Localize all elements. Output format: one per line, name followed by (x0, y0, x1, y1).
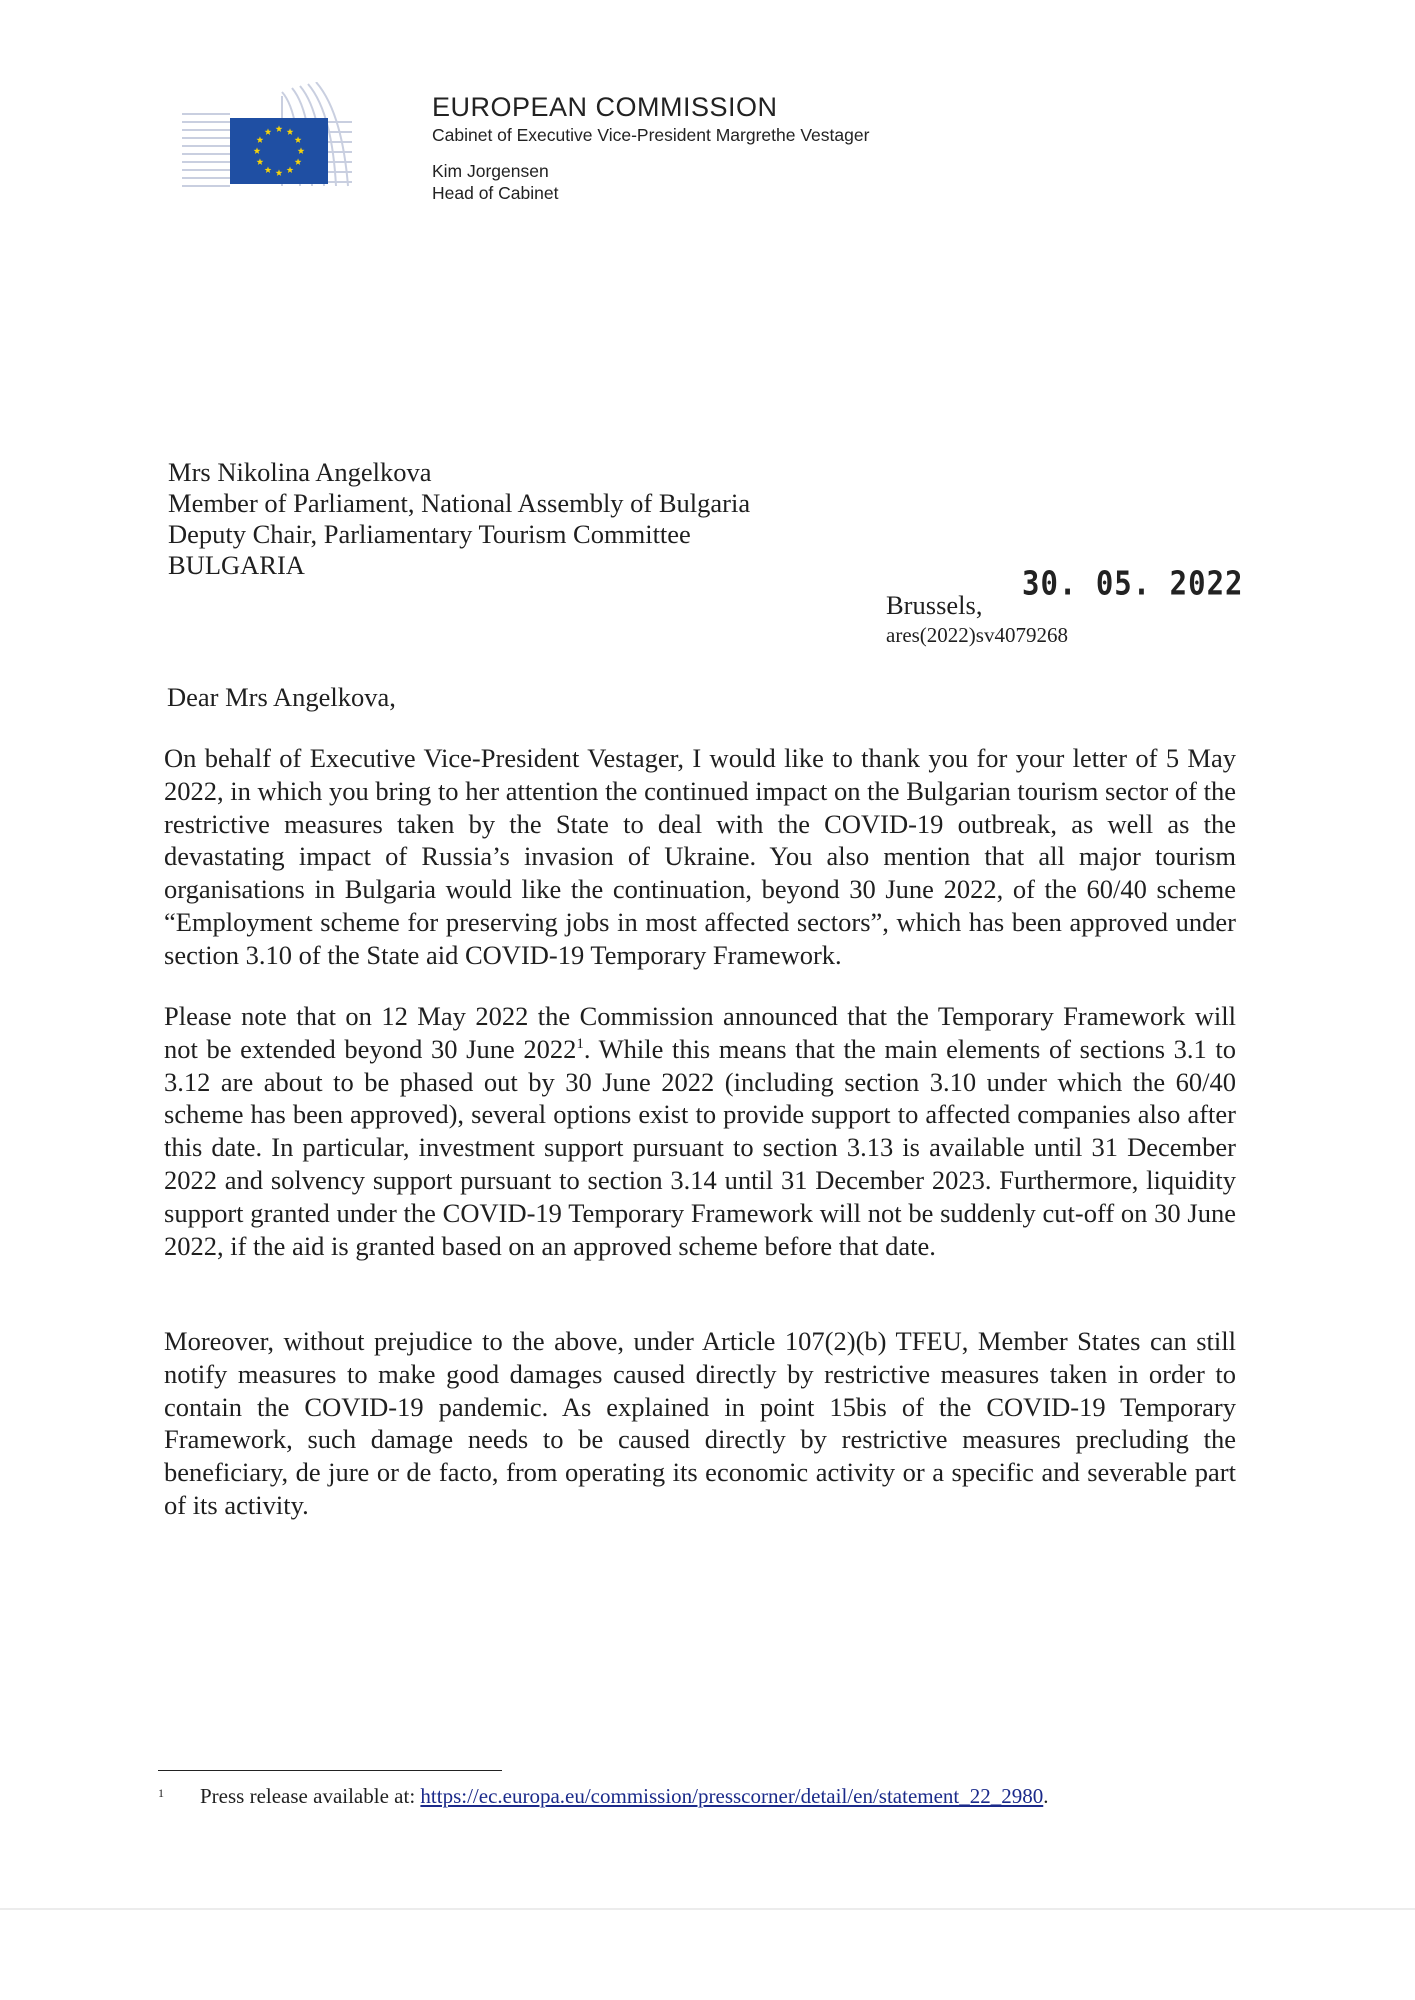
footnote-reference[interactable]: 1 (576, 1035, 584, 1052)
organization-header (432, 92, 869, 204)
european-commission-logo (182, 82, 352, 192)
footnote-divider (158, 1770, 502, 1771)
footnote (158, 1784, 1049, 1809)
organization-name: EUROPEAN COMMISSION (432, 92, 778, 122)
body-paragraph-3: Moreover, without prejudice to the above, under Article 107(2)(b) TFEU, Member States can still notify measures to make good damages caused directly by restrictive measures taken in order to contain the COVID-19 pandemic. As explained in point 15bis of the COVID-19 Temporary Framework, such damage needs to be caused directly by restrictive measures precluding the beneficiary, de jure or de facto, from operating its economic activity or a specific and severable part of its activity. (164, 1326, 1236, 1520)
addressee-line: BULGARIA (168, 550, 305, 580)
reference-number: ares(2022)sv4079268 (886, 623, 1068, 647)
sender-name: Kim Jorgensen (432, 161, 549, 181)
cabinet-name: Cabinet of Executive Vice-President Margrethe Vestager (432, 125, 870, 145)
place-of-writing: Brussels, (886, 590, 983, 620)
footnote-text: Press release available at: (200, 1784, 421, 1808)
addressee-block (168, 457, 750, 581)
addressee-line: Member of Parliament, National Assembly of Bulgaria (168, 488, 751, 518)
body-paragraph-1: On behalf of Executive Vice-President Vestager, I would like to thank you for your letter of 5 May 2022, in which you bring to her attention the continued impact on the Bulgarian tourism sector of the restrictive measures taken by the State to deal with the COVID-19 outbreak, as well as the devastating impact of Russia’s invasion of Ukraine. You also mention that all major tourism organisations in Bulgaria would like the continuation, beyond 30 June 2022, of the 60/40 scheme “Employment scheme for preserving jobs in most affected sectors”, which has been approved under section 3.10 of the State aid COVID-19 Temporary Framework. (164, 743, 1236, 970)
date-stamp: 30. 05. 2022 (1022, 563, 1244, 603)
footnote-number: 1 (158, 1786, 164, 1800)
body-paragraph-2 (164, 1000, 1236, 1262)
scan-edge-divider (0, 1908, 1415, 1910)
addressee-line: Deputy Chair, Parliamentary Tourism Committee (168, 519, 691, 549)
paragraph-text: . While this means that the main elements of sections 3.1 to 3.12 are about to be phased out by 30 June 2022 (including section 3.10 under which the 60/40 scheme has been approved), several options exist to provide support to affected companies also after this date. In particular, investment support pursuant to section 3.13 is available until 31 December 2022 and solvency support pursuant to section 3.14 until 31 December 2023. Furthermore, liquidity support granted under the COVID-19 Temporary Framework will not be suddenly cut-off on 30 June 2022, if the aid is granted based on an approved scheme before that date. (164, 1033, 1236, 1261)
sender-role: Head of Cabinet (432, 183, 559, 203)
paragraph-text: Please note that on 12 May 2022 the Commission announced that the Temporary Framework will not be extended beyond 30 June 2022 (164, 1001, 1236, 1064)
press-release-link[interactable]: https://ec.europa.eu/commission/presscorner/detail/en/statement_22_2980 (420, 1784, 1044, 1808)
salutation: Dear Mrs Angelkova, (167, 682, 396, 712)
footnote-end: . (1043, 1784, 1049, 1808)
addressee-line: Mrs Nikolina Angelkova (168, 457, 432, 487)
